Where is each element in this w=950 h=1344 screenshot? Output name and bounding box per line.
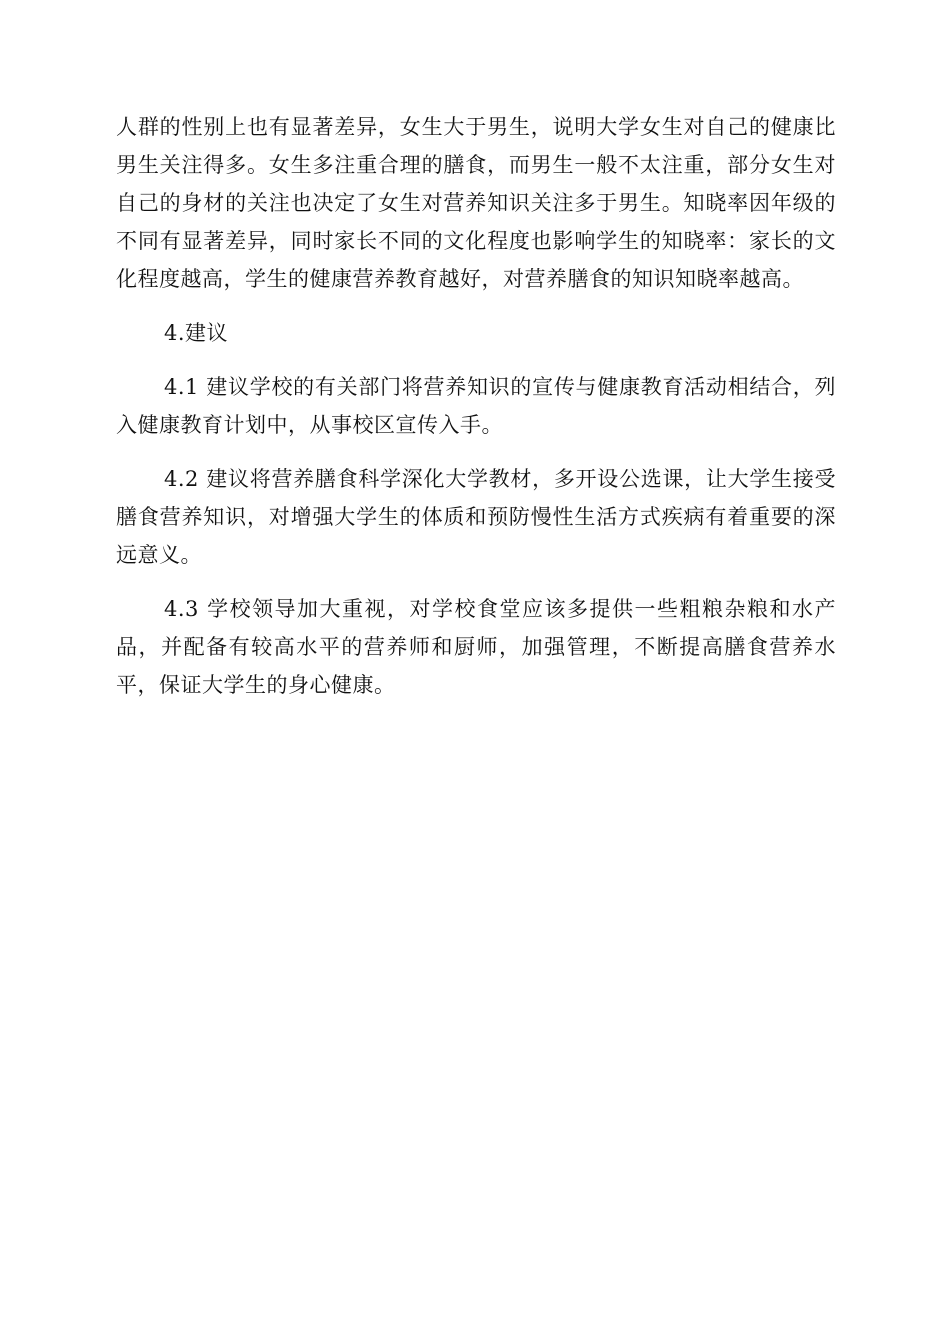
paragraph-spacer <box>116 298 836 314</box>
section-heading: 4.建议 <box>164 321 229 345</box>
recommendation-paragraph-1: 4.1 建议学校的有关部门将营养知识的宣传与健康教育活动相结合，列入健康教育计划中，从事校区宣传入手。 <box>116 375 836 437</box>
paragraph-spacer <box>116 352 836 368</box>
body-paragraph: 人群的性别上也有显著差异，女生大于男生，说明大学女生对自己的健康比男生关注得多。女生多注重合理的膳食，而男生一般不太注重，部分女生对自己的身材的关注也决定了女生对营养知识关注多于男生。知晓率因年级的不同有显著差异，同时家长不同的文化程度也影响学生的知晓率：家长的文化程度越高，学生的健康营养教育越好，对营养膳食的知识知晓率越高。 <box>116 115 836 291</box>
recommendation-paragraph-3: 4.3 学校领导加大重视，对学校食堂应该多提供一些粗粮杂粮和水产品，并配备有较高水平的营养师和厨师，加强管理，不断提高膳食营养水平，保证大学生的身心健康。 <box>116 597 836 697</box>
recommendation-paragraph-2: 4.2 建议将营养膳食科学深化大学教材，多开设公选课，让大学生接受膳食营养知识，对增强大学生的体质和预防慢性生活方式疾病有着重要的深远意义。 <box>116 467 836 567</box>
paragraph-spacer <box>116 574 836 590</box>
document-body <box>116 108 836 704</box>
paragraph-spacer <box>116 444 836 460</box>
